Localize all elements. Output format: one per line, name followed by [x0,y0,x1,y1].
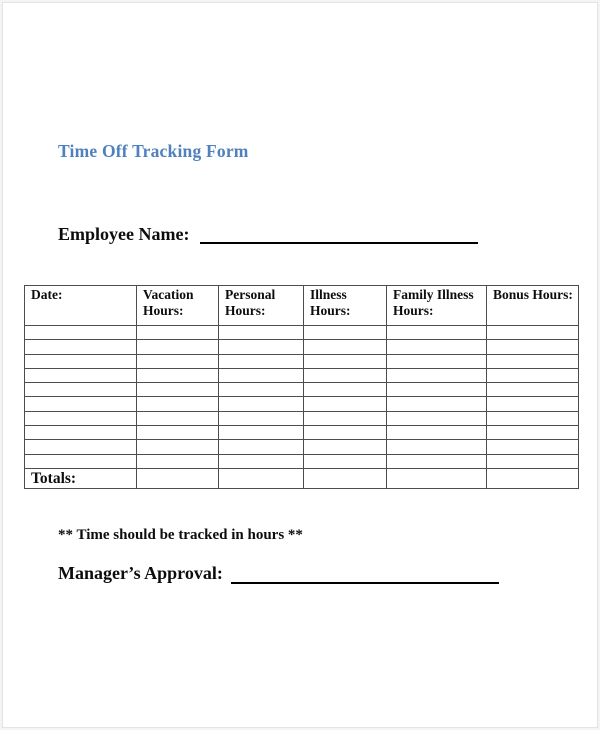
table-cell[interactable] [137,440,219,454]
table-cell[interactable] [487,397,579,411]
table-cell[interactable] [304,326,387,340]
table-cell[interactable] [387,383,487,397]
table-cell[interactable] [304,368,387,382]
employee-name-line[interactable] [200,225,478,244]
table-row [25,440,579,454]
employee-name-label: Employee Name: [58,224,190,244]
table-cell[interactable] [387,354,487,368]
totals-cell-family-illness[interactable] [387,468,487,488]
table-cell[interactable] [25,440,137,454]
table-cell[interactable] [487,426,579,440]
table-cell[interactable] [487,454,579,468]
table-cell[interactable] [219,326,304,340]
table-cell[interactable] [387,368,487,382]
totals-cell-vacation[interactable] [137,468,219,488]
table-cell[interactable] [137,354,219,368]
table-cell[interactable] [219,354,304,368]
table-cell[interactable] [304,354,387,368]
table-cell[interactable] [137,383,219,397]
table-cell[interactable] [219,383,304,397]
table-row [25,383,579,397]
table-cell[interactable] [387,440,487,454]
table-row [25,426,579,440]
table-cell[interactable] [137,454,219,468]
table-cell[interactable] [25,411,137,425]
table-cell[interactable] [487,340,579,354]
manager-approval-label: Manager’s Approval: [58,563,223,583]
table-cell[interactable] [137,426,219,440]
table-body [25,326,579,469]
totals-cell-personal[interactable] [219,468,304,488]
col-header-date: Date: [25,286,137,326]
table-cell[interactable] [25,383,137,397]
col-header-personal-hours: Personal Hours: [219,286,304,326]
totals-cell-illness[interactable] [304,468,387,488]
table-row [25,326,579,340]
table-cell[interactable] [487,326,579,340]
table-cell[interactable] [219,340,304,354]
table-cell[interactable] [25,426,137,440]
table-cell[interactable] [304,440,387,454]
table-cell[interactable] [304,411,387,425]
table-cell[interactable] [137,397,219,411]
totals-row [25,468,579,488]
table-cell[interactable] [487,411,579,425]
table-cell[interactable] [387,340,487,354]
form-title: Time Off Tracking Form [58,141,249,161]
table-cell[interactable] [304,426,387,440]
table-cell[interactable] [487,383,579,397]
table-cell[interactable] [387,326,487,340]
col-header-family-illness-hours: Family Illness Hours: [387,286,487,326]
table-cell[interactable] [304,340,387,354]
table-cell[interactable] [137,411,219,425]
table-cell[interactable] [137,368,219,382]
table-cell[interactable] [219,454,304,468]
table-cell[interactable] [487,440,579,454]
table-cell[interactable] [219,368,304,382]
table-cell[interactable] [219,411,304,425]
table-cell[interactable] [387,454,487,468]
document-page [2,2,598,728]
table-cell[interactable] [25,454,137,468]
table-header-row [25,286,579,326]
table-cell[interactable] [387,397,487,411]
time-off-table [24,285,579,489]
col-header-bonus-hours: Bonus Hours: [487,286,579,326]
manager-approval-line[interactable] [231,565,499,584]
table-cell[interactable] [25,368,137,382]
table-cell[interactable] [304,454,387,468]
table-cell[interactable] [219,397,304,411]
table-cell[interactable] [25,326,137,340]
table-cell[interactable] [137,326,219,340]
table-row [25,397,579,411]
table-cell[interactable] [387,411,487,425]
table-row [25,454,579,468]
totals-cell-bonus[interactable] [487,468,579,488]
totals-label: Totals: [25,468,137,488]
table-cell[interactable] [219,426,304,440]
table-row [25,354,579,368]
table-cell[interactable] [304,383,387,397]
table-row [25,340,579,354]
table-cell[interactable] [304,397,387,411]
table-cell[interactable] [219,440,304,454]
col-header-illness-hours: Illness Hours: [304,286,387,326]
table-cell[interactable] [487,368,579,382]
table-row [25,368,579,382]
table-row [25,411,579,425]
table-cell[interactable] [25,340,137,354]
hours-note: ** Time should be tracked in hours ** [58,527,303,543]
table-cell[interactable] [387,426,487,440]
table-cell[interactable] [137,340,219,354]
col-header-vacation-hours: Vacation Hours: [137,286,219,326]
table-cell[interactable] [25,397,137,411]
table-cell[interactable] [25,354,137,368]
table-cell[interactable] [487,354,579,368]
